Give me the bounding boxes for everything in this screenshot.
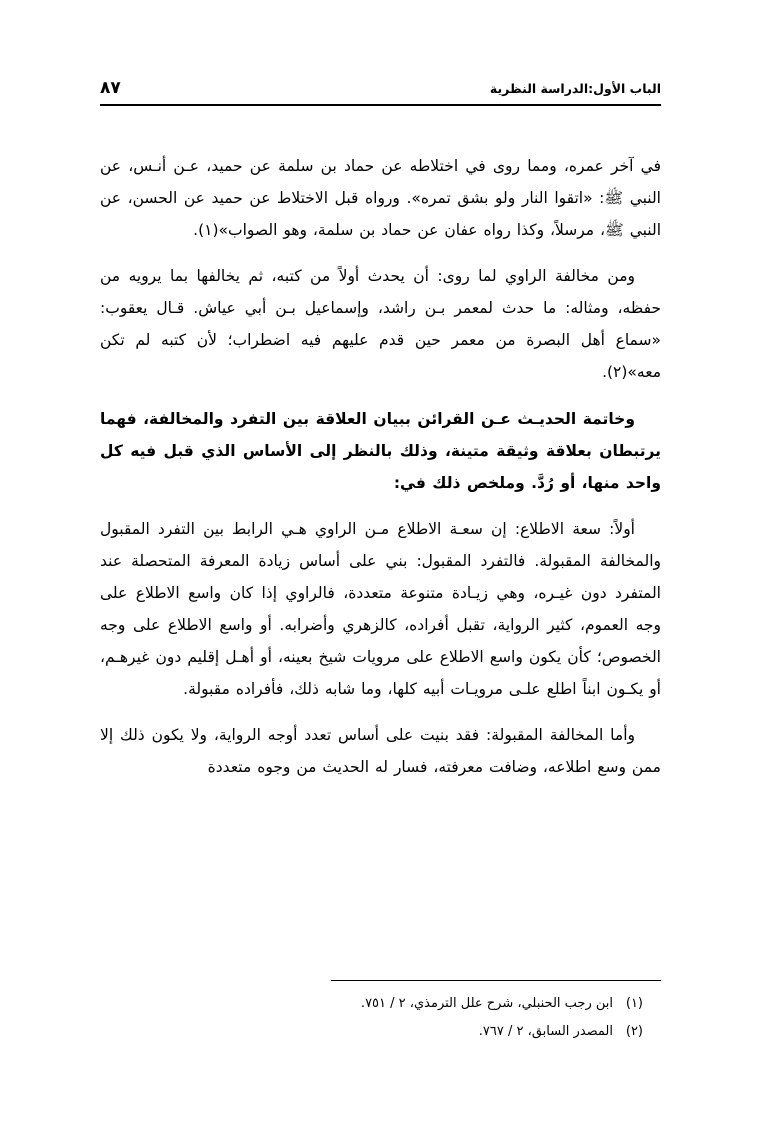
body-paragraph-2: ومن مخالفة الراوي لما روى: أن يحدث أولاً من كتبه، ثم يخالفها بما يرويه من حفظه، ومثاله: ما حدث لمعمر بـن راشد، وإسماعيل بـن أبي عياش. قـال يعقوب: «سماع أهل البصرة من معمر حين قدم عليهم فيه اضطراب؛ لأن كتبه لم تكن معه»(٢). (100, 267, 661, 382)
footnote-1-text: ابن رجب الحنبلي، شرح علل الترمذي، ٢ / ٧٥١. (360, 996, 613, 1011)
footnote-2 (100, 1019, 661, 1045)
page-number: ٨٧ (100, 78, 121, 98)
chapter-title: الباب الأول:الدراسة النظرية (489, 81, 661, 96)
page-header (100, 78, 661, 104)
page-content (100, 78, 661, 797)
footnote-divider (331, 980, 661, 981)
footnote-1-marker: (١) (625, 996, 643, 1011)
body-paragraph-4: أولاً: سعة الاطلاع: إن سعـة الاطلاع مـن الراوي هـي الرابط بين التفرد المقبول والمخالفة المقبولة. فالتفرد المقبول: بني على أساس زيادة المعرفة المتحصلة عند المتفرد دون غيـره، وهي زيـادة متنوعة متعددة، فالراوي إذا كان واسع الاطلاع على وجه العموم، كثير الرواية، تقبل أفراده، كالزهري وأضرابه. أو واسع الاطلاع على وجه الخصوص؛ كأن يكون واسع الاطلاع على مرويات شيخ بعينه، أو أهـل إقليم دون غيرهـم، أو يكـون ابناً اطلع علـى مرويـات أبيه كلها، وما شابه ذلك، فأفراده مقبولة. (100, 519, 661, 699)
footnote-1 (100, 991, 661, 1017)
body-paragraph-5: وأما المخالفة المقبولة: فقد بنيت على أساس تعدد أوجه الرواية، ولا يكون ذلك إلا ممن وسع اطلاعه، وضافت معرفته، فسار له الحديث من وجوه متعددة (100, 726, 661, 777)
header-divider (100, 104, 661, 106)
body-paragraph-3: وخاتمة الحديـث عـن القرائن ببيان العلاقة بين التفرد والمخالفة، فهما يرتبطان بعلاقة وثيقة متينة، وذلك بالنظر إلى الأساس الذي قبل فيه كل واحد منها، أو رُدَّ. وملخص ذلك في: (100, 409, 661, 492)
footnotes-section (100, 980, 661, 1047)
body-paragraph-1: في آخر عمره، ومما روى في اختلاطه عن حماد بن سلمة عن حميد، عـن أنـس، عن النبي ﷺ: «اتقوا النار ولو بشق تمره». ورواه قبل الاختلاط عن حميد عن الحسن، عن النبي ﷺ، مرسلاً، وكذا رواه عفان عن حماد بن سلمة، وهو الصواب»(١). (100, 157, 661, 240)
footnote-2-text: المصدر السابق، ٢ / ٧٦٧. (478, 1024, 613, 1039)
footnote-2-marker: (٢) (625, 1024, 643, 1039)
